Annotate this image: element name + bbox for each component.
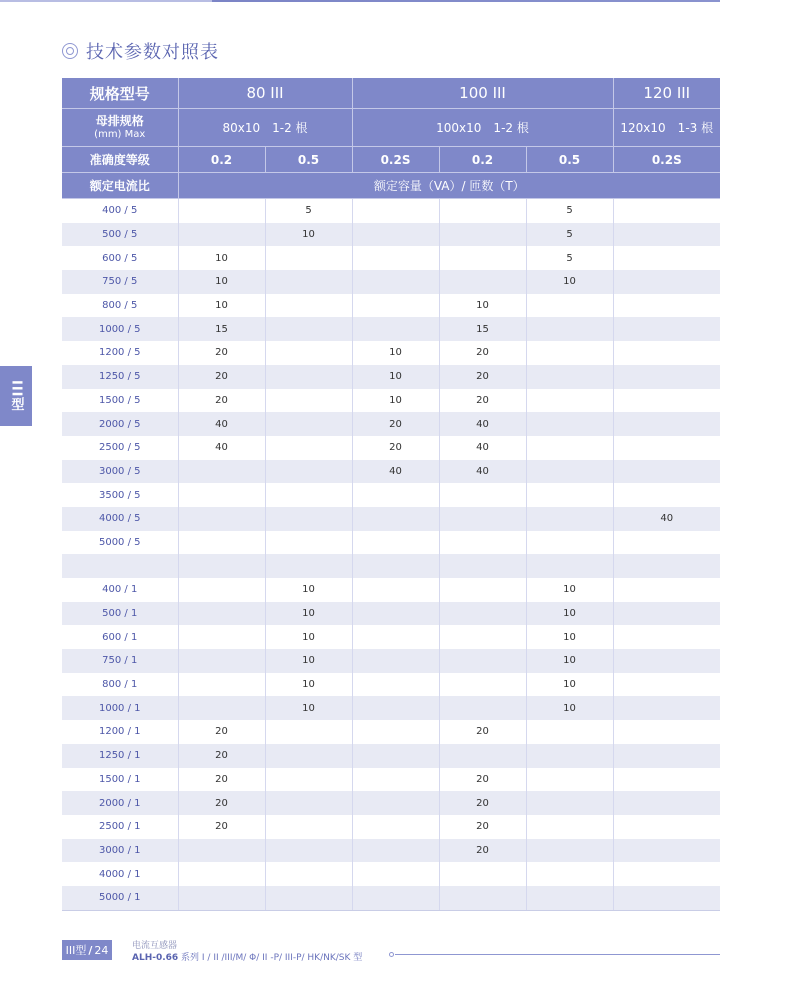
capacity-cell [265, 862, 352, 886]
capacity-cell [352, 554, 439, 578]
capacity-cell [352, 791, 439, 815]
capacity-cell: 10 [352, 389, 439, 413]
capacity-cell [526, 768, 613, 792]
ratio-cell: 1250 / 1 [62, 744, 178, 768]
table-row [62, 223, 720, 247]
capacity-cell [265, 839, 352, 863]
ratio-cell: 800 / 1 [62, 673, 178, 697]
ratio-cell: 750 / 5 [62, 270, 178, 294]
footer-dot-icon [389, 952, 394, 957]
ratio-cell: 2000 / 1 [62, 791, 178, 815]
capacity-cell [439, 531, 526, 555]
capacity-cell [613, 531, 720, 555]
capacity-cell [613, 768, 720, 792]
capacity-cell [178, 554, 265, 578]
capacity-cell [352, 815, 439, 839]
capacity-cell [352, 649, 439, 673]
ratio-cell: 1250 / 5 [62, 365, 178, 389]
ratio-cell: 400 / 1 [62, 578, 178, 602]
capacity-cell [178, 839, 265, 863]
capacity-label: 额定容量（VA）/ 匝数（T） [178, 173, 720, 199]
capacity-cell: 20 [352, 436, 439, 460]
top-divider [0, 0, 720, 2]
capacity-cell [439, 625, 526, 649]
capacity-cell: 10 [178, 270, 265, 294]
capacity-cell [352, 886, 439, 910]
capacity-cell [352, 317, 439, 341]
capacity-cell [526, 341, 613, 365]
capacity-cell [526, 483, 613, 507]
header-row-model [62, 78, 720, 109]
capacity-cell [613, 673, 720, 697]
capacity-cell [178, 483, 265, 507]
ratio-cell: 2000 / 5 [62, 412, 178, 436]
capacity-cell: 10 [526, 625, 613, 649]
product-name: 电流互感器 [132, 941, 178, 951]
capacity-cell: 10 [265, 223, 352, 247]
capacity-cell [352, 602, 439, 626]
table-row [62, 720, 720, 744]
ratio-cell: 4000 / 1 [62, 862, 178, 886]
capacity-cell: 20 [439, 720, 526, 744]
capacity-cell [526, 507, 613, 531]
capacity-cell [352, 768, 439, 792]
capacity-cell: 10 [265, 649, 352, 673]
table-row [62, 578, 720, 602]
capacity-cell: 10 [178, 294, 265, 318]
capacity-cell: 20 [178, 815, 265, 839]
capacity-cell: 40 [439, 436, 526, 460]
header-row-accuracy [62, 147, 720, 173]
ratio-cell: 3000 / 5 [62, 460, 178, 484]
capacity-cell: 10 [526, 602, 613, 626]
capacity-cell [613, 625, 720, 649]
capacity-cell [352, 578, 439, 602]
ratio-cell: 1500 / 5 [62, 389, 178, 413]
capacity-cell: 15 [178, 317, 265, 341]
ratio-cell: 750 / 1 [62, 649, 178, 673]
capacity-cell [613, 460, 720, 484]
capacity-cell: 5 [526, 199, 613, 223]
capacity-cell: 20 [439, 768, 526, 792]
ratio-cell: 1200 / 1 [62, 720, 178, 744]
capacity-cell [526, 294, 613, 318]
ratio-cell [62, 554, 178, 578]
double-circle-icon [62, 43, 78, 59]
capacity-cell [526, 839, 613, 863]
table-row [62, 246, 720, 270]
capacity-cell [439, 696, 526, 720]
capacity-cell [613, 744, 720, 768]
capacity-cell: 40 [352, 460, 439, 484]
capacity-cell: 20 [439, 839, 526, 863]
capacity-cell: 40 [178, 436, 265, 460]
ratio-cell: 1500 / 1 [62, 768, 178, 792]
capacity-cell [352, 696, 439, 720]
capacity-cell: 20 [178, 389, 265, 413]
capacity-cell [439, 578, 526, 602]
capacity-cell [613, 412, 720, 436]
capacity-cell [439, 673, 526, 697]
model-100: 100 III [352, 78, 613, 109]
capacity-cell [352, 270, 439, 294]
capacity-cell [265, 768, 352, 792]
table-row [62, 483, 720, 507]
busbar-label: 母排规格 [95, 113, 144, 128]
capacity-cell: 10 [526, 696, 613, 720]
capacity-cell [178, 625, 265, 649]
table-row [62, 460, 720, 484]
capacity-cell [613, 199, 720, 223]
table-row [62, 696, 720, 720]
capacity-cell [613, 270, 720, 294]
capacity-cell [613, 389, 720, 413]
capacity-cell [352, 223, 439, 247]
capacity-cell: 10 [265, 602, 352, 626]
capacity-cell: 10 [265, 578, 352, 602]
capacity-cell: 20 [178, 341, 265, 365]
page-number-box [62, 940, 112, 960]
capacity-cell: 20 [178, 768, 265, 792]
capacity-cell [439, 744, 526, 768]
capacity-cell [178, 673, 265, 697]
capacity-cell [265, 531, 352, 555]
table-row [62, 270, 720, 294]
capacity-cell [613, 554, 720, 578]
capacity-cell: 5 [265, 199, 352, 223]
table-row [62, 673, 720, 697]
capacity-cell [439, 507, 526, 531]
capacity-cell: 10 [526, 673, 613, 697]
capacity-cell [613, 578, 720, 602]
capacity-cell [352, 625, 439, 649]
busbar-spec-120: 120x10 1-3 根 [613, 109, 720, 147]
capacity-cell: 5 [526, 246, 613, 270]
page-footer [62, 938, 720, 962]
capacity-cell: 20 [439, 791, 526, 815]
capacity-cell: 20 [439, 365, 526, 389]
capacity-cell [439, 554, 526, 578]
table-row [62, 791, 720, 815]
ratio-label: 额定电流比 [62, 173, 178, 199]
capacity-cell [178, 507, 265, 531]
footer-rule [395, 954, 720, 955]
table-row [62, 365, 720, 389]
table-row [62, 531, 720, 555]
capacity-cell [526, 815, 613, 839]
capacity-cell [526, 744, 613, 768]
capacity-cell: 10 [265, 673, 352, 697]
capacity-cell [178, 696, 265, 720]
capacity-cell [178, 199, 265, 223]
capacity-cell [352, 744, 439, 768]
capacity-cell [352, 199, 439, 223]
capacity-cell [265, 246, 352, 270]
series-types: 系列 I / II /III/M/ Φ/ II -P/ III-P/ HK/NK/SK 型 [178, 953, 363, 963]
capacity-cell [526, 389, 613, 413]
capacity-cell: 40 [613, 507, 720, 531]
capacity-cell [613, 223, 720, 247]
capacity-cell [439, 649, 526, 673]
header-row-ratio [62, 173, 720, 199]
capacity-cell: 20 [439, 341, 526, 365]
header-row-busbar [62, 109, 720, 147]
capacity-cell: 10 [526, 270, 613, 294]
ratio-cell: 1000 / 5 [62, 317, 178, 341]
capacity-cell: 10 [526, 578, 613, 602]
capacity-cell [265, 554, 352, 578]
model-label: 规格型号 [62, 78, 178, 109]
capacity-cell [526, 862, 613, 886]
capacity-cell [352, 673, 439, 697]
table-row [62, 412, 720, 436]
capacity-cell [265, 460, 352, 484]
spec-table-grid [62, 78, 720, 911]
accuracy-class: 0.2 [178, 147, 265, 173]
section-heading [62, 38, 219, 64]
capacity-cell [526, 365, 613, 389]
capacity-cell [439, 199, 526, 223]
capacity-cell [613, 341, 720, 365]
capacity-cell [526, 436, 613, 460]
capacity-cell: 20 [439, 815, 526, 839]
accuracy-class: 0.2 [439, 147, 526, 173]
capacity-cell: 5 [526, 223, 613, 247]
ratio-cell: 400 / 5 [62, 199, 178, 223]
capacity-cell [439, 886, 526, 910]
capacity-cell [613, 294, 720, 318]
table-row [62, 507, 720, 531]
capacity-cell: 10 [265, 696, 352, 720]
ratio-cell: 3000 / 1 [62, 839, 178, 863]
capacity-cell: 10 [352, 365, 439, 389]
capacity-cell [613, 602, 720, 626]
capacity-cell [439, 223, 526, 247]
capacity-cell: 40 [178, 412, 265, 436]
busbar-label-cell [62, 109, 178, 147]
capacity-cell [526, 412, 613, 436]
capacity-cell: 40 [439, 412, 526, 436]
capacity-cell [613, 365, 720, 389]
series-model: ALH-0.66 [132, 953, 179, 963]
capacity-cell [265, 341, 352, 365]
capacity-cell [265, 886, 352, 910]
capacity-cell [526, 720, 613, 744]
page-separator: / [88, 943, 93, 957]
capacity-cell [178, 531, 265, 555]
capacity-cell [265, 412, 352, 436]
table-row [62, 768, 720, 792]
table-row [62, 436, 720, 460]
page-prefix: III型 [65, 944, 87, 957]
capacity-cell [265, 317, 352, 341]
capacity-cell [265, 365, 352, 389]
capacity-cell [265, 483, 352, 507]
accuracy-label: 准确度等级 [62, 147, 178, 173]
capacity-cell [352, 720, 439, 744]
table-row [62, 199, 720, 223]
table-row [62, 554, 720, 578]
capacity-cell: 10 [439, 294, 526, 318]
table-row [62, 341, 720, 365]
ratio-cell: 600 / 1 [62, 625, 178, 649]
table-row [62, 389, 720, 413]
capacity-cell [178, 602, 265, 626]
table-row [62, 744, 720, 768]
capacity-cell [265, 720, 352, 744]
busbar-spec-80: 80x10 1-2 根 [178, 109, 352, 147]
capacity-cell [352, 246, 439, 270]
capacity-cell [613, 649, 720, 673]
table-row [62, 294, 720, 318]
ratio-cell: 4000 / 5 [62, 507, 178, 531]
capacity-cell [439, 602, 526, 626]
capacity-cell [613, 886, 720, 910]
capacity-cell [613, 720, 720, 744]
capacity-cell: 10 [178, 246, 265, 270]
ratio-cell: 5000 / 5 [62, 531, 178, 555]
capacity-cell [526, 317, 613, 341]
capacity-cell [265, 744, 352, 768]
capacity-cell [265, 294, 352, 318]
capacity-cell [178, 886, 265, 910]
capacity-cell: 20 [178, 720, 265, 744]
capacity-cell [613, 483, 720, 507]
capacity-cell [352, 839, 439, 863]
capacity-cell [439, 483, 526, 507]
ratio-cell: 500 / 5 [62, 223, 178, 247]
capacity-cell [178, 223, 265, 247]
capacity-cell: 20 [178, 791, 265, 815]
capacity-cell [352, 531, 439, 555]
capacity-cell: 10 [352, 341, 439, 365]
table-row [62, 886, 720, 910]
table-row [62, 649, 720, 673]
capacity-cell [352, 483, 439, 507]
capacity-cell: 40 [439, 460, 526, 484]
page-number: 24 [94, 943, 109, 957]
capacity-cell [613, 815, 720, 839]
capacity-cell: 20 [178, 744, 265, 768]
capacity-cell [613, 696, 720, 720]
model-120: 120 III [613, 78, 720, 109]
capacity-cell [352, 294, 439, 318]
capacity-cell [613, 862, 720, 886]
capacity-cell [526, 886, 613, 910]
busbar-spec-100: 100x10 1-2 根 [352, 109, 613, 147]
accuracy-class: 0.5 [526, 147, 613, 173]
table-body [62, 199, 720, 911]
capacity-cell [526, 791, 613, 815]
ratio-cell: 2500 / 5 [62, 436, 178, 460]
table-row [62, 317, 720, 341]
capacity-cell [352, 862, 439, 886]
table-row [62, 815, 720, 839]
capacity-cell [178, 460, 265, 484]
capacity-cell [526, 554, 613, 578]
ratio-cell: 1200 / 5 [62, 341, 178, 365]
capacity-cell [613, 791, 720, 815]
ratio-cell: 5000 / 1 [62, 886, 178, 910]
capacity-cell [439, 246, 526, 270]
ratio-cell: 3500 / 5 [62, 483, 178, 507]
table-row [62, 602, 720, 626]
capacity-cell [613, 317, 720, 341]
ratio-cell: 2500 / 1 [62, 815, 178, 839]
ratio-cell: 500 / 1 [62, 602, 178, 626]
section-title: 技术参数对照表 [86, 42, 219, 63]
capacity-cell [265, 815, 352, 839]
capacity-cell: 20 [439, 389, 526, 413]
capacity-cell [265, 791, 352, 815]
ratio-cell: 800 / 5 [62, 294, 178, 318]
capacity-cell [439, 862, 526, 886]
accuracy-class: 0.5 [265, 147, 352, 173]
capacity-cell [265, 436, 352, 460]
ratio-cell: 600 / 5 [62, 246, 178, 270]
ratio-cell: 1000 / 1 [62, 696, 178, 720]
capacity-cell [178, 578, 265, 602]
product-series [132, 950, 362, 963]
spec-table [62, 78, 720, 911]
capacity-cell [178, 862, 265, 886]
capacity-cell [613, 246, 720, 270]
capacity-cell [526, 531, 613, 555]
model-80: 80 III [178, 78, 352, 109]
busbar-sub-label: (mm) Max [94, 128, 146, 140]
capacity-cell [265, 507, 352, 531]
capacity-cell: 15 [439, 317, 526, 341]
capacity-cell: 10 [265, 625, 352, 649]
capacity-cell [265, 270, 352, 294]
accuracy-class: 0.2S [613, 147, 720, 173]
capacity-cell [265, 389, 352, 413]
table-row [62, 625, 720, 649]
accuracy-class: 0.2S [352, 147, 439, 173]
capacity-cell [352, 507, 439, 531]
table-row [62, 839, 720, 863]
capacity-cell [178, 649, 265, 673]
capacity-cell: 20 [178, 365, 265, 389]
capacity-cell [613, 436, 720, 460]
side-tab: III型 [0, 366, 32, 426]
capacity-cell: 10 [526, 649, 613, 673]
capacity-cell [526, 460, 613, 484]
capacity-cell [439, 270, 526, 294]
table-row [62, 862, 720, 886]
capacity-cell [613, 839, 720, 863]
capacity-cell: 20 [352, 412, 439, 436]
